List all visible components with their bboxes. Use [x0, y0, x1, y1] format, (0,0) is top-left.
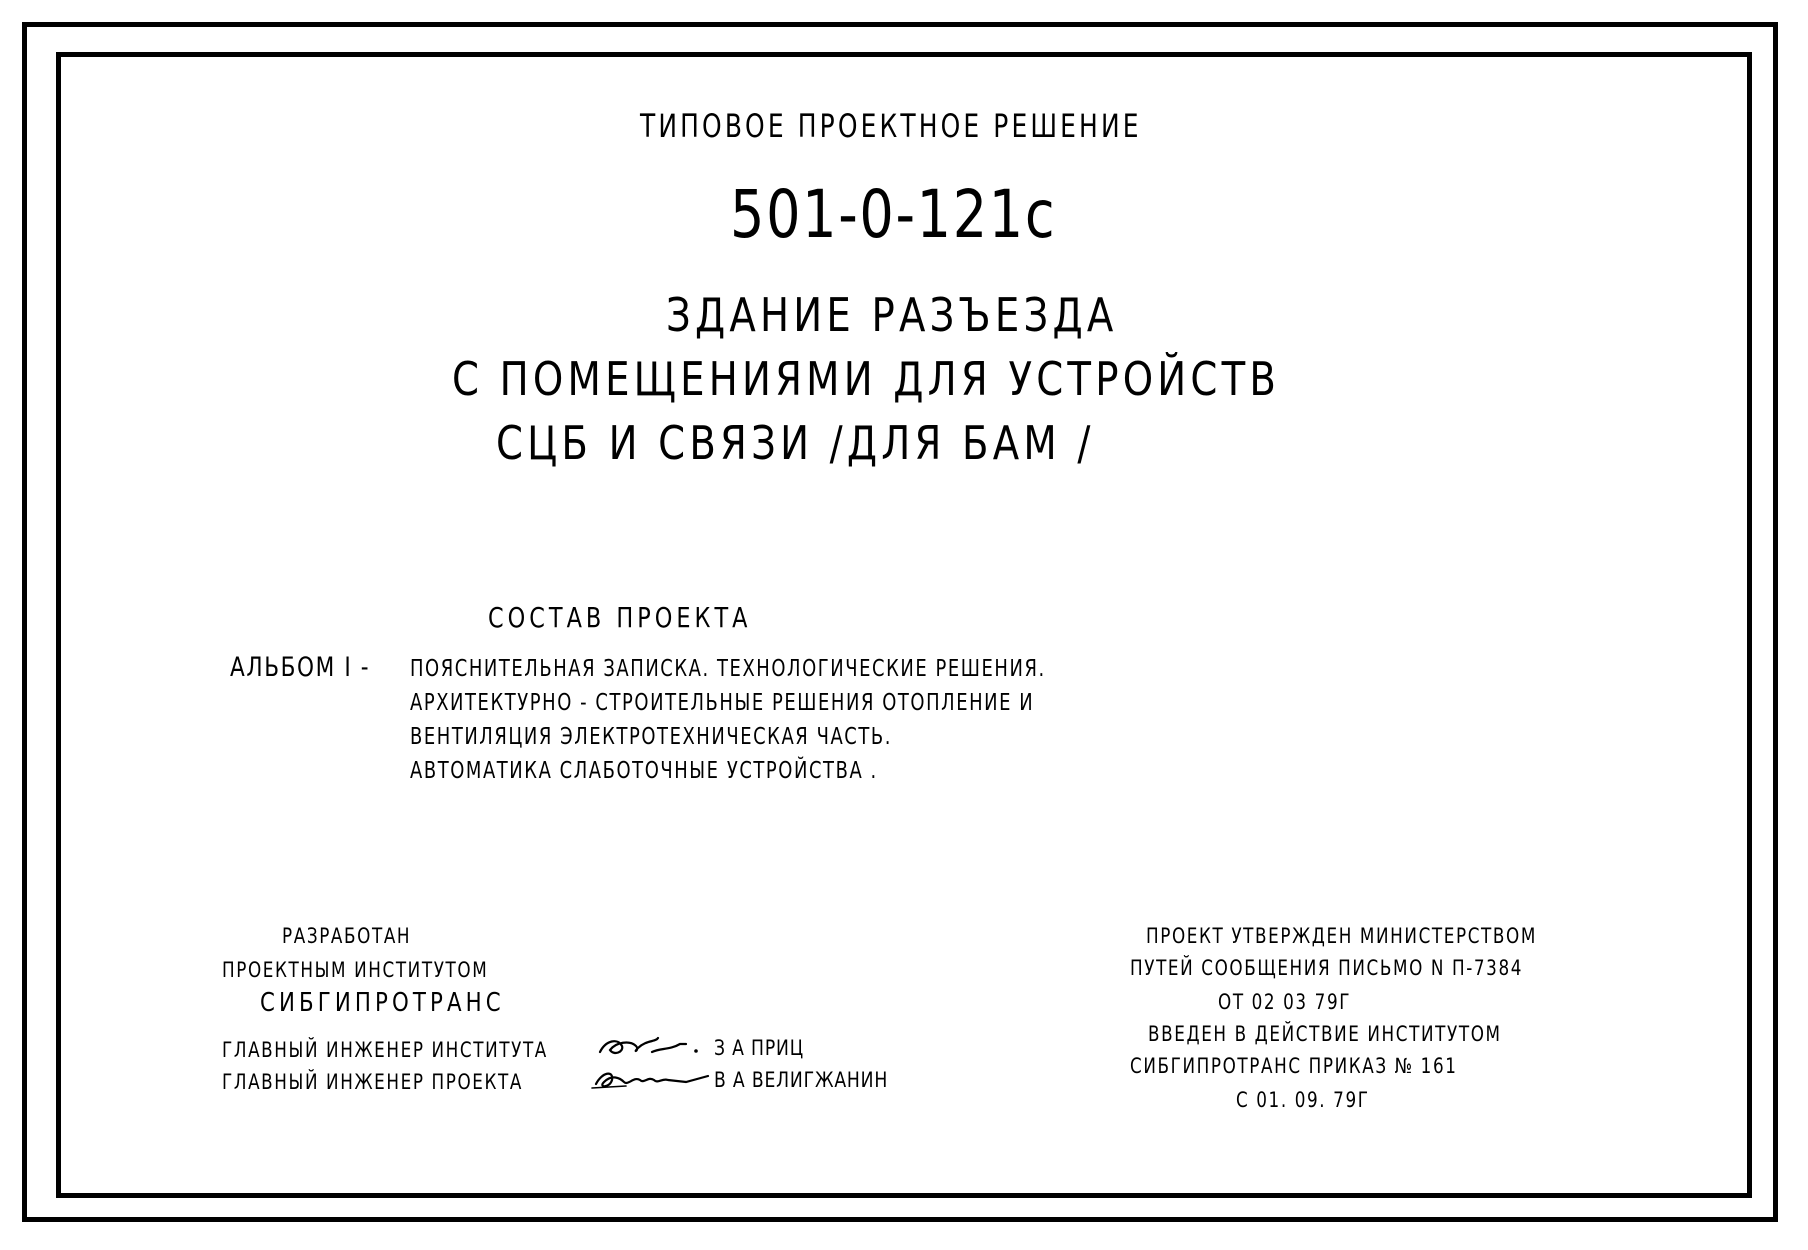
- signatory-title: ГЛАВНЫЙ ИНЖЕНЕР ИНСТИТУТА: [222, 1038, 548, 1062]
- approval-line: ПУТЕЙ СООБЩЕНИЯ ПИСЬМО N П-7384: [1130, 956, 1524, 980]
- album-label: АЛЬБОМ I -: [230, 652, 371, 683]
- album-line: ПОЯСНИТЕЛЬНАЯ ЗАПИСКА. ТЕХНОЛОГИЧЕСКИЕ РЕШЕНИЯ.: [410, 656, 1046, 682]
- developed-by-institute: ПРОЕКТНЫМ ИНСТИТУТОМ: [222, 958, 489, 982]
- signatory-name: В А ВЕЛИГЖАНИН: [714, 1068, 889, 1092]
- album-line: АВТОМАТИКА СЛАБОТОЧНЫЕ УСТРОЙСТВА .: [410, 758, 878, 784]
- signatory-title: ГЛАВНЫЙ ИНЖЕНЕР ПРОЕКТА: [222, 1070, 523, 1094]
- album-line: АРХИТЕКТУРНО - СТРОИТЕЛЬНЫЕ РЕШЕНИЯ ОТОПЛЕНИЕ И: [410, 690, 1035, 716]
- signatory-name: З А ПРИЦ: [714, 1036, 804, 1060]
- developer-organization: СИБГИПРОТРАНС: [260, 988, 505, 1018]
- series-label: ТИПОВОЕ ПРОЕКТНОЕ РЕШЕНИЕ: [640, 107, 1142, 145]
- signature-image: [596, 1030, 708, 1062]
- approval-line: С 01. 09. 79Г: [1236, 1088, 1370, 1112]
- approval-line: ПРОЕКТ УТВЕРЖДЕН МИНИСТЕРСТВОМ: [1146, 924, 1537, 948]
- album-line: ВЕНТИЛЯЦИЯ ЭЛЕКТРОТЕХНИЧЕСКАЯ ЧАСТЬ.: [410, 724, 893, 750]
- title-line-2: С ПОМЕЩЕНИЯМИ ДЛЯ УСТРОЙСТВ: [452, 352, 1281, 406]
- approval-line: СИБГИПРОТРАНС ПРИКАЗ № 161: [1130, 1054, 1458, 1078]
- project-code: 501-0-121с: [730, 176, 1057, 253]
- composition-heading: СОСТАВ ПРОЕКТА: [488, 601, 752, 634]
- signature-image: [590, 1064, 714, 1094]
- developed-by-label: РАЗРАБОТАН: [282, 924, 412, 948]
- approval-line: ОТ 02 03 79Г: [1218, 990, 1352, 1014]
- title-line-1: ЗДАНИЕ РАЗЪЕЗДА: [666, 288, 1118, 342]
- approval-line: ВВЕДЕН В ДЕЙСТВИЕ ИНСТИТУТОМ: [1148, 1022, 1502, 1046]
- title-line-3: СЦБ И СВЯЗИ /ДЛЯ БАМ /: [496, 416, 1095, 470]
